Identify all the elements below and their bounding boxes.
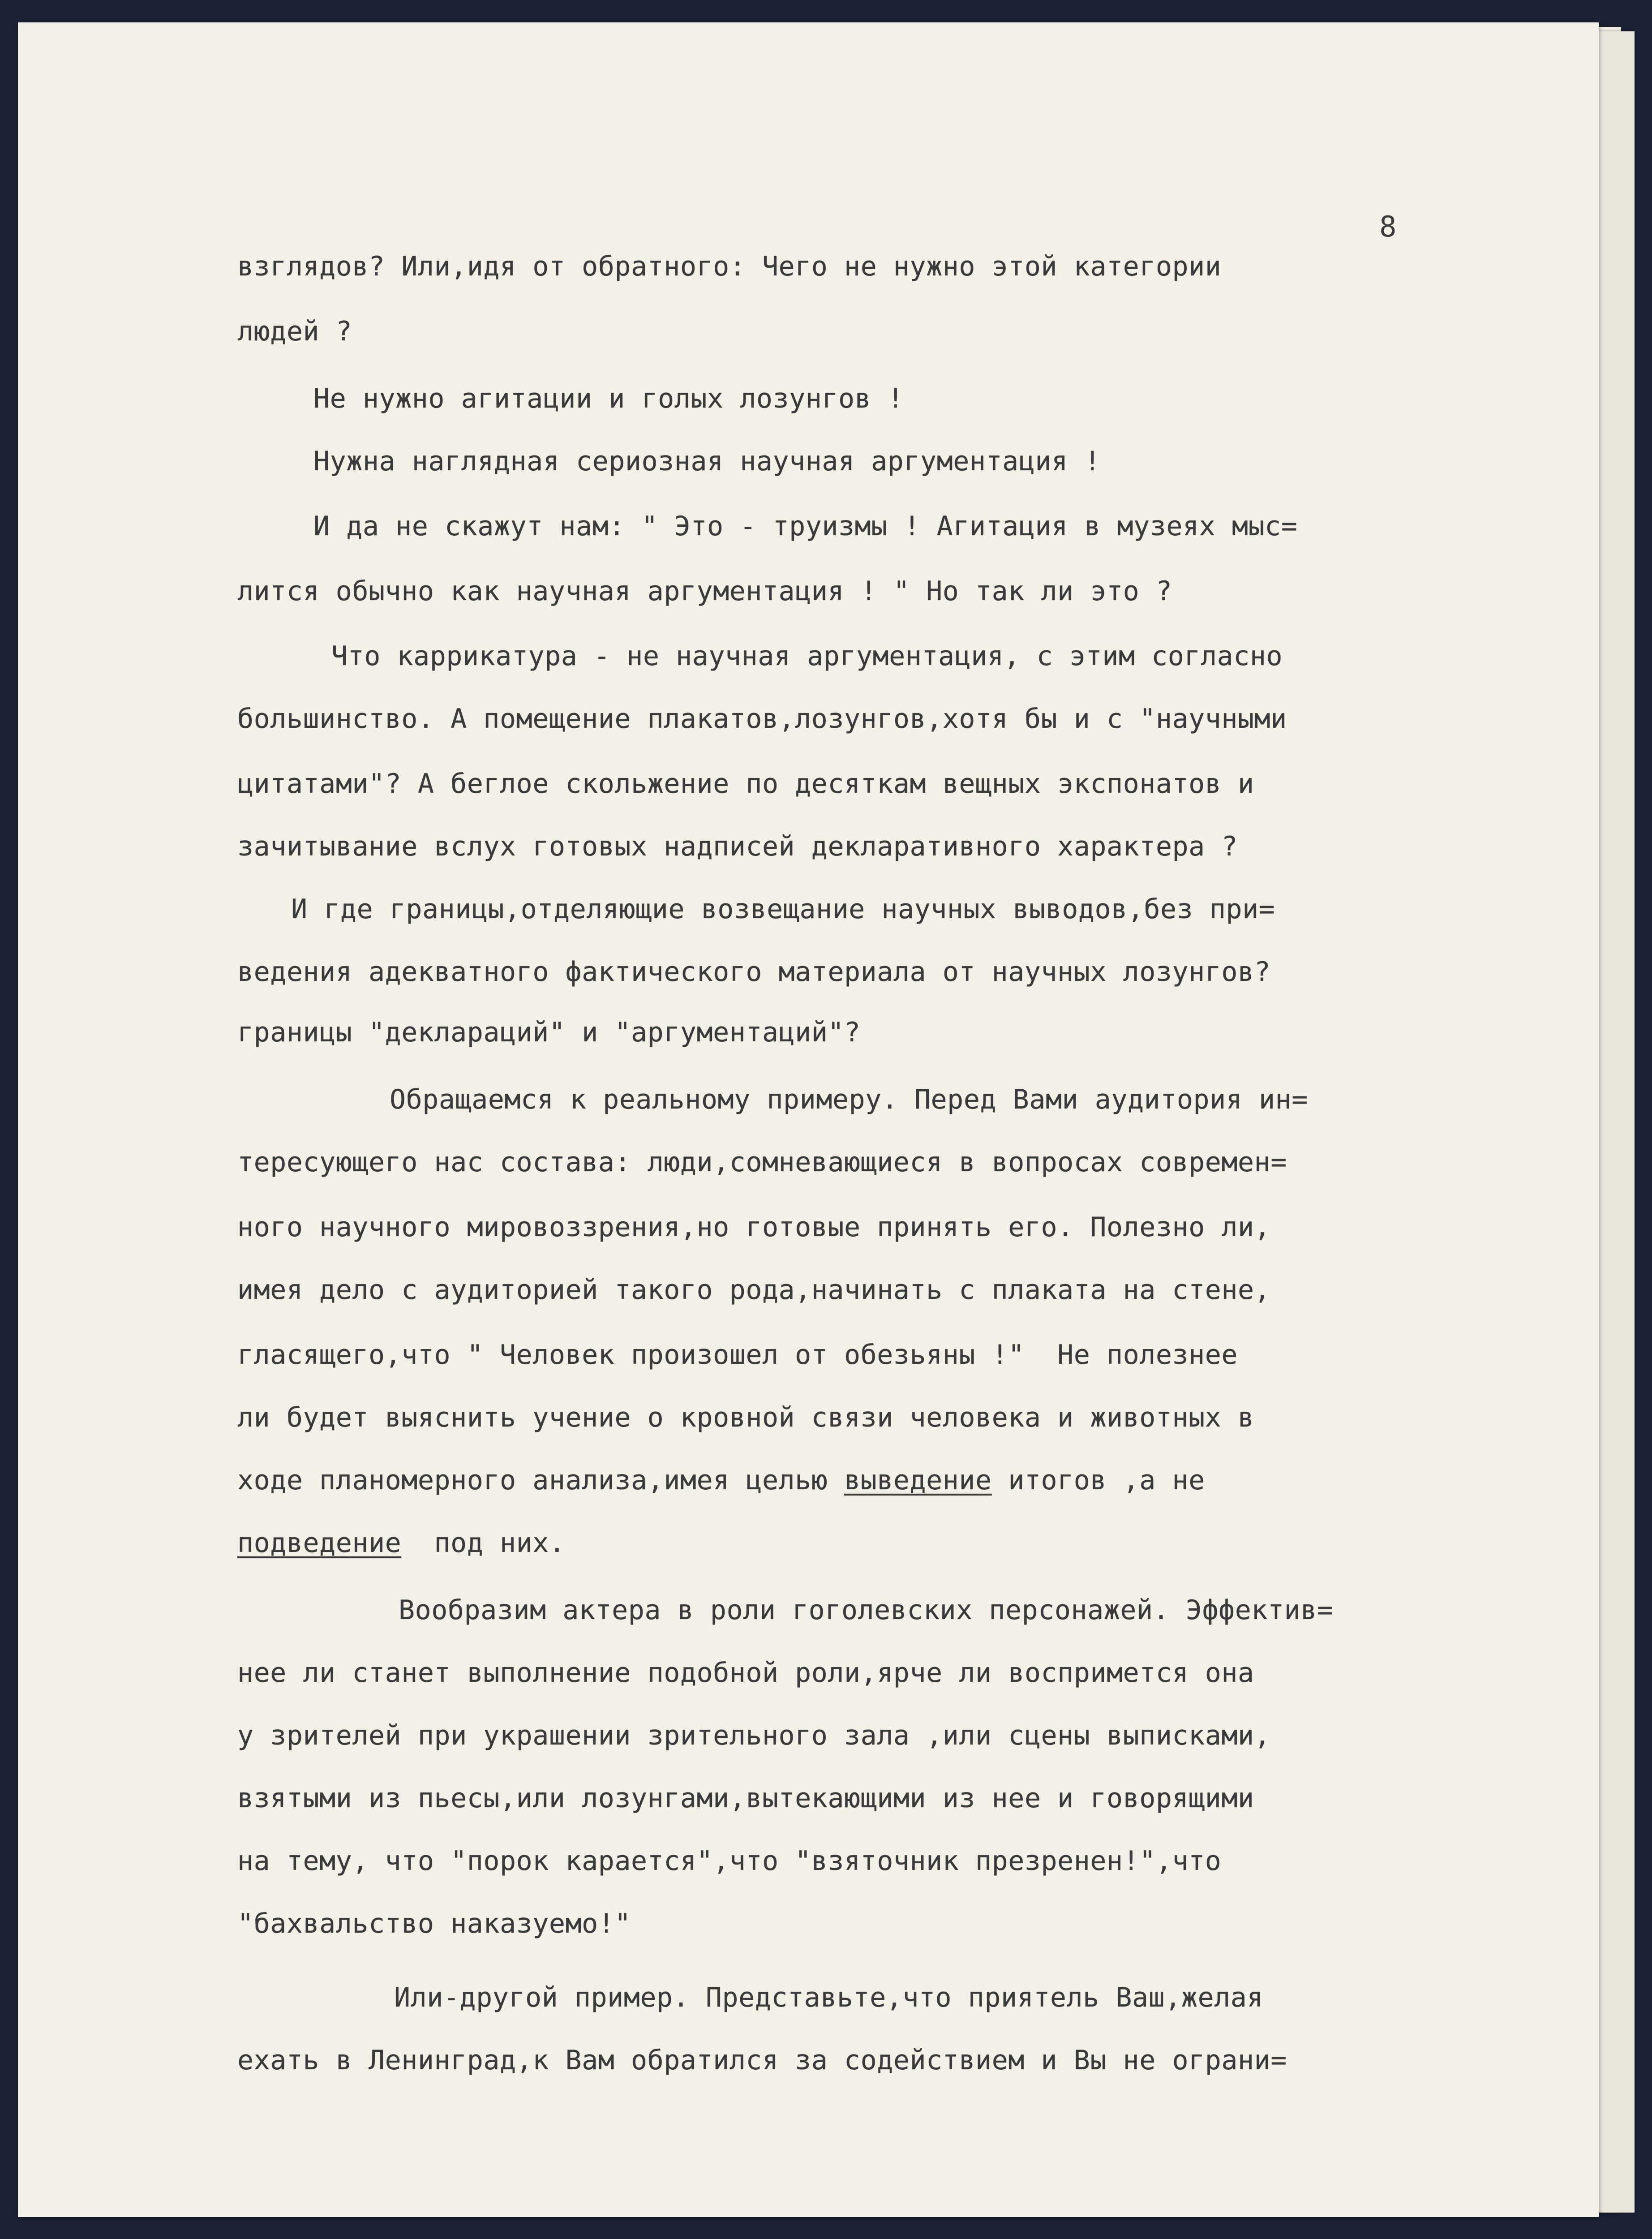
text-line: людей ? <box>237 316 352 347</box>
text-line: "бахвальство наказуемо!" <box>237 1908 631 1939</box>
underlined-word: подведение <box>237 1527 402 1559</box>
text-line: ли будет выяснить учение о кровной связи человека и животных в <box>237 1402 1254 1433</box>
text-fragment: ходе планомерного анализа,имея целью <box>237 1465 828 1496</box>
text-line: зачитывание вслух готовых надписей декларативного характера ? <box>237 831 1238 862</box>
text-line: И где границы,отделяющие возвещание научных выводов,без при= <box>291 894 1275 925</box>
text-line: Обращаемся к реальному примеру. Перед Вами аудитория ин= <box>390 1084 1308 1115</box>
text-line <box>237 1527 566 1559</box>
text-line: ехать в Ленинград,к Вам обратился за содействием и Вы не ограни= <box>237 2045 1287 2076</box>
text-line: Вообразим актера в роли гоголевских персонажей. Эффектив= <box>399 1594 1334 1626</box>
text-line: Нужна наглядная сериозная научная аргументация ! <box>313 446 1101 477</box>
page-number: 8 <box>1379 211 1397 244</box>
text-line: у зрителей при украшении зрительного зала ,или сцены выписками, <box>237 1720 1271 1751</box>
text-fragment: итогов ,а не <box>1008 1465 1205 1496</box>
text-line: нее ли станет выполнение подобной роли,ярче ли воспримется она <box>237 1657 1254 1689</box>
text-line <box>237 1467 1205 1494</box>
text-line: ного научного мировоззрения,но готовые принять его. Полезно ли, <box>237 1212 1271 1243</box>
text-line: на тему, что "порок карается",что "взяточник презренен!",что <box>237 1845 1222 1877</box>
text-line: Не нужно агитации и голых лозунгов ! <box>313 383 904 414</box>
text-line: Что каррикатура - не научная аргументация, с этим согласно <box>331 640 1283 672</box>
text-line: имея дело с аудиторией такого рода,начинать с плаката на стене, <box>237 1274 1271 1306</box>
text-fragment: под них. <box>434 1527 566 1559</box>
text-line: лится обычно как научная аргументация ! " Но так ли это ? <box>237 576 1172 607</box>
text-line: взглядов? Или,идя от обратного: Чего не нужно этой категории <box>237 251 1222 282</box>
underlined-word: выведение <box>844 1465 992 1496</box>
text-line: ведения адекватного фактического материала от научных лозунгов? <box>237 956 1271 988</box>
text-line: гласящего,что " Человек произошел от обезьяны !" Не полезнее <box>237 1339 1238 1371</box>
text-line: тересующего нас состава: люди,сомневающиеся в вопросах современ= <box>237 1147 1287 1178</box>
typewritten-page <box>18 22 1599 2217</box>
text-line: Или-другой пример. Представьте,что приятель Ваш,желая <box>394 1982 1264 2013</box>
text-line: большинство. А помещение плакатов,лозунгов,хотя бы и с "научными <box>237 703 1287 735</box>
text-line: И да не скажут нам: " Это - труизмы ! Агитация в музеях мыс= <box>313 511 1298 542</box>
text-line: границы "деклараций" и "аргументаций"? <box>237 1017 861 1048</box>
text-line: взятыми из пьесы,или лозунгами,вытекающими из нее и говорящими <box>237 1783 1254 1814</box>
text-line: цитатами"? А беглое скольжение по десяткам вещных экспонатов и <box>237 768 1254 799</box>
